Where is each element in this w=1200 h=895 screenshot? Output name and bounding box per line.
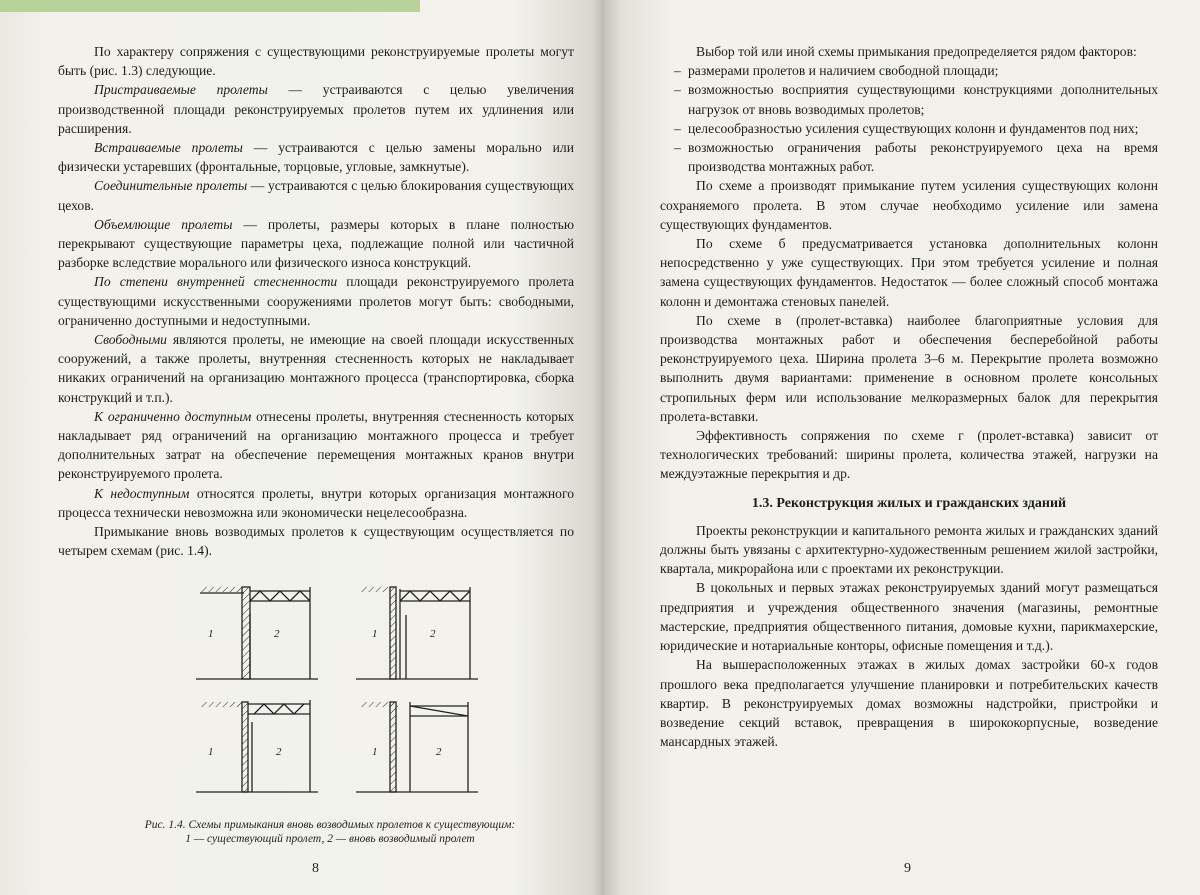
label-new: 2 [276, 746, 282, 758]
label-existing: 1 [372, 628, 378, 640]
paragraph: Выбор той или иной схемы примыкания предопределяется рядом факторов: [696, 44, 1137, 59]
list-item: – возможностью ограничения работы реконструируемого цеха на время производства монтажных работ. [674, 140, 1158, 175]
label-existing: 1 [208, 628, 214, 640]
paragraph: По схеме а производят примыкание путем усиления существующих колонн сохраняемого пролета. В этом случае необходимо усиление или замена существующих фундаментов. [660, 178, 1158, 232]
label-existing: 1 [208, 746, 214, 758]
scheme-c [196, 700, 318, 792]
right-page [604, 0, 1200, 895]
paragraph: Встраиваемые пролеты — устраиваются с целью замены морально или физически устаревших (фронтальные, торцовые, угловые, замкнутые). [58, 140, 574, 175]
paragraph: По схеме б предусматривается установка дополнительных колонн непосредственно у уже существующих. При этом требуется усиление и полная замена существующих фундаментов. Недостаток — более сложный способ монтажа колонн и демонтажа стеновых панелей. [660, 236, 1158, 309]
paragraph: Объемлющие пролеты — пролеты, размеры которых в плане полностью перекрывают существующие параметры цеха, подлежащие полной или частичной разборке вследствие морального или физического износа конструкций. [58, 216, 574, 271]
label-existing: 1 [372, 746, 378, 758]
label-new: 2 [436, 746, 442, 758]
paragraph: Свободными являются пролеты, не имеющие на своей площади искусственных сооружений, а также пролеты, внутренняя стесненность которых не накладывает никаких ограничений на организацию монтажного процесса (транспортировка, сборка конструкций и т.п.). [58, 332, 574, 405]
junction-schemes-figure [190, 575, 500, 795]
scheme-a [196, 587, 318, 679]
section-heading: 1.3. Реконструкция жилых и гражданских зданий [751, 495, 1067, 511]
left-page-text [58, 42, 574, 560]
list-item: – целесообразностью усиления существующих колонн и фундаментов под них; [674, 120, 1139, 136]
page-number: 9 [904, 861, 911, 876]
label-new: 2 [274, 628, 280, 640]
paragraph: Соединительные пролеты — устраиваются с целью блокирования существующих цехов. [58, 178, 574, 213]
paragraph: В цокольных и первых этажах реконструируемых зданий могут размещаться предприятия и учреждения общественного значения (магазины, ремонтные мастерские, предприятия общественного питания, домовые кухни, парикмахерские, юридические и нотариальные конторы, офисные помещения и т.д.). [660, 580, 1158, 654]
paragraph: К ограниченно доступным отнесены пролеты, внутренняя стесненность которых накладывает ряд ограничений на организацию монтажного процесса и требует дополнительных затрат на обеспечение перемещения монтажных кранов внутри реконструируемого пролета. [58, 408, 574, 482]
paragraph: Пристраиваемые пролеты — устраиваются с целью увеличения производственной площади реконструируемых пролетов путем их удлинения или расширения. [58, 82, 574, 136]
paragraph: К недоступным относятся пролеты, внутри которых организация монтажного процесса технически невозможна или экономически нецелесообразна. [58, 485, 574, 520]
paragraph: Проекты реконструкции и капитального ремонта жилых и гражданских зданий должны быть увязаны с архитектурно-художественным решением жилой застройки, квартала, микрорайона или с проектами их реконструкции. [660, 522, 1158, 577]
paragraph: По характеру сопряжения с существующими реконструируемые пролеты могут быть (рис. 1.3) следующие. [58, 44, 574, 79]
list-item: – возможностью восприятия существующими конструкциями дополнительных нагрузок от вновь возводимых пролетов; [674, 82, 1158, 117]
paragraph: На вышерасположенных этажах в жилых домах застройки 60-х годов прошлого века предполагается улучшение планировки и потребительских качеств квартир. В реконструируемых домах возможны надстройки, пристройки и возведение секций вставок, превращения в ширококорпусные, возведение мансардных этажей. [660, 657, 1158, 750]
paragraph: По схеме в (пролет-вставка) наиболее благоприятные условия для производства монтажных работ и обеспечения бесперебойной работы реконструируемого цеха. Ширина пролета 3–6 м. Перекрытие пролета возможно выполнить двумя вариантами: применение в основном пролете консольных стропильных ферм или использование мелкоразмерных балок для перекрытия пролета-вставки. [660, 312, 1158, 424]
right-page-text [660, 42, 1158, 751]
paragraph: Эффективность сопряжения по схеме г (пролет-вставка) зависит от технологических требований: ширины пролета, количества этажей, нагрузки на междуэтажные перекрытия и др. [660, 428, 1158, 482]
label-new: 2 [430, 628, 436, 640]
page-number: 8 [312, 861, 319, 876]
figure-caption: Рис. 1.4. Схемы примыкания вновь возводимых пролетов к существующим: 1 — существующий пролет, 2 — вновь возводимый пролет [144, 819, 516, 845]
list-item: – размерами пролетов и наличием свободной площади; [674, 63, 999, 79]
paragraph: По степени внутренней стесненности площади реконструируемого пролета существующими искусственными сооружениями пролетов могут быть: свободными, ограниченно доступными и недоступными. [58, 274, 574, 328]
page-edge-band [0, 0, 420, 12]
paragraph: Примыкание вновь возводимых пролетов к существующим осуществляется по четырем схемам (рис. 1.4). [58, 524, 574, 559]
